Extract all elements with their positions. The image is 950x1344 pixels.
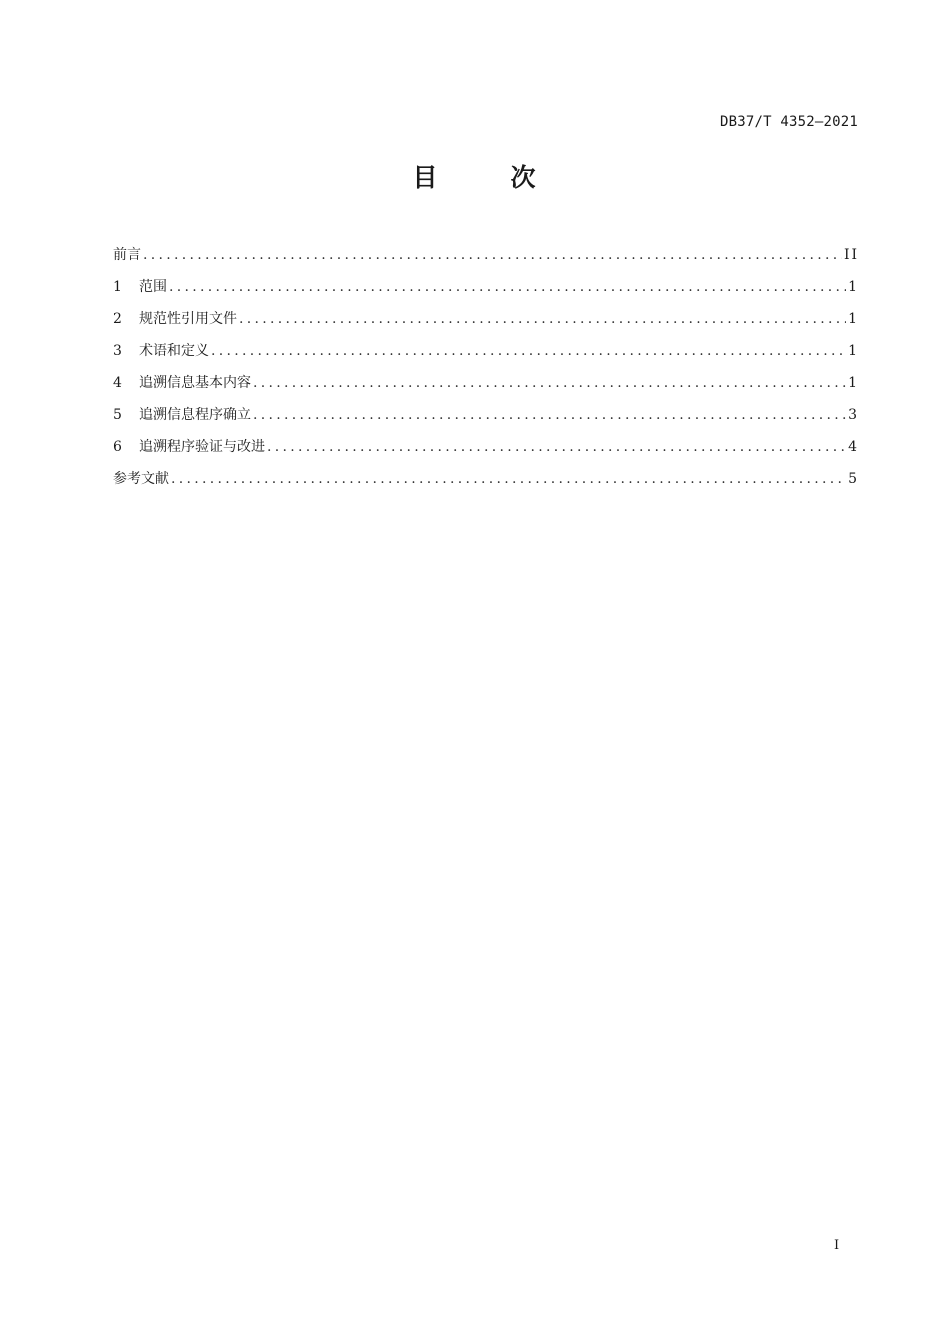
document-code: DB37/T 4352—2021: [719, 114, 858, 130]
dot-leader: [143, 244, 842, 266]
toc-entry-traceability-content[interactable]: [113, 372, 859, 404]
toc-entry-page: 1: [848, 375, 859, 391]
toc-entry-bibliography[interactable]: [113, 468, 859, 500]
dot-leader: [253, 404, 846, 426]
toc-entry-page: 1: [848, 311, 859, 327]
toc-entry-number: 5: [113, 407, 122, 423]
toc-entry-label: 范围: [139, 279, 167, 295]
dot-leader: [211, 340, 846, 362]
toc-entry-page: 3: [848, 407, 859, 423]
toc-entry-page: 4: [848, 439, 859, 455]
toc-entry-page: 5: [848, 471, 859, 487]
toc-title: 目 次: [412, 163, 560, 192]
toc-entry-label: 追溯信息程序确立: [139, 407, 251, 423]
toc-entry-label: 追溯信息基本内容: [139, 375, 251, 391]
toc-entry-number: 3: [113, 343, 122, 359]
page-number: I: [834, 1238, 840, 1253]
toc-entry-number: 6: [113, 439, 122, 455]
dot-leader: [239, 308, 846, 330]
dot-leader: [267, 436, 846, 458]
toc-entry-label: 前言: [113, 247, 141, 263]
toc-entry-page: 1: [848, 343, 859, 359]
dot-leader: [253, 372, 846, 394]
toc-entry-terms-definitions[interactable]: [113, 340, 859, 372]
toc-list: [113, 244, 859, 500]
toc-entry-label: 追溯程序验证与改进: [139, 439, 265, 455]
toc-entry-number: 2: [113, 311, 122, 327]
toc-entry-page: II: [843, 247, 859, 263]
toc-entry-number: 4: [113, 375, 122, 391]
toc-entry-normative-references[interactable]: [113, 308, 859, 340]
toc-entry-label: 规范性引用文件: [139, 311, 237, 327]
toc-entry-foreword[interactable]: [113, 244, 859, 276]
toc-entry-page: 1: [848, 279, 859, 295]
toc-entry-scope[interactable]: [113, 276, 859, 308]
toc-entry-label: 参考文献: [113, 471, 169, 487]
dot-leader: [171, 468, 846, 490]
toc-entry-label: 术语和定义: [139, 343, 209, 359]
dot-leader: [169, 276, 846, 298]
toc-entry-traceability-procedure[interactable]: [113, 404, 859, 436]
toc-entry-number: 1: [113, 279, 122, 295]
toc-entry-verification-improvement[interactable]: [113, 436, 859, 468]
